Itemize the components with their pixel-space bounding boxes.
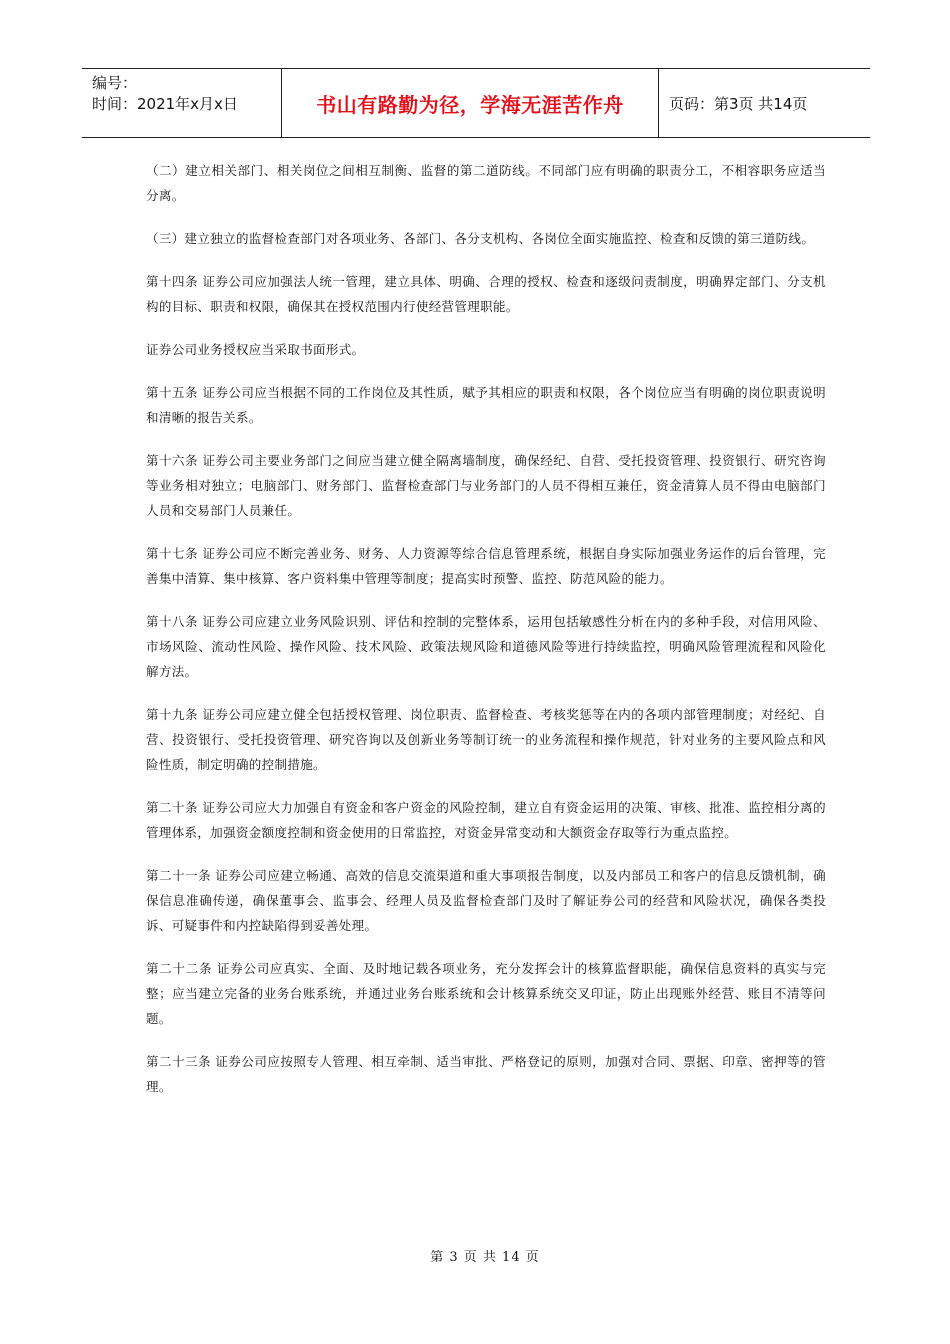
page-footer: 第 3 页 共 14 页 [430,1250,540,1265]
paragraph: 第二十一条 证券公司应建立畅通、高效的信息交流渠道和重大事项报告制度，以及内部员工和客户的信息反馈机制，确保信息准确传递，确保董事会、监事会、经理人员及监督检查部门及时了解证券公司的经营和风险状况，确保各类投诉、可疑事件和内控缺陷得到妥善处理。 [146,868,826,933]
document-date-label: 时间：2021年x月x日 [92,95,238,113]
paragraph: （二）建立相关部门、相关岗位之间相互制衡、监督的第二道防线。不同部门应有明确的职责分工，不相容职务应适当分离。 [146,163,826,203]
paragraph: 第十四条 证券公司应加强法人统一管理，建立具体、明确、合理的授权、检查和逐级问责制度，明确界定部门、分支机构的目标、职责和权限，确保其在授权范围内行使经营管理职能。 [146,274,826,314]
paragraph: 第二十条 证券公司应大力加强自有资金和客户资金的风险控制，建立自有资金运用的决策、审核、批准、监控相分离的管理体系，加强资金额度控制和资金使用的日常监控，对资金异常变动和大额资金存取等行为重点监控。 [146,800,826,840]
document-body [146,158,826,1117]
page-header [82,68,870,138]
paragraph: 第十五条 证券公司应当根据不同的工作岗位及其性质，赋予其相应的职责和权限，各个岗位应当有明确的岗位职责说明和清晰的报告关系。 [146,385,826,425]
paragraph: 第二十二条 证券公司应真实、全面、及时地记载各项业务，充分发挥会计的核算监督职能，确保信息资料的真实与完整；应当建立完备的业务台账系统，并通过业务台账系统和会计核算系统交叉印证，防止出现账外经营、账目不清等问题。 [146,961,826,1026]
paragraph: 第十八条 证券公司应建立业务风险识别、评估和控制的完整体系，运用包括敏感性分析在内的多种手段，对信用风险、市场风险、流动性风险、操作风险、技术风险、政策法规风险和道德风险等进行持续监控，明确风险管理流程和风险化解方法。 [146,614,826,679]
paragraph: 第二十三条 证券公司应按照专人管理、相互牵制、适当审批、严格登记的原则，加强对合同、票据、印章、密押等的管理。 [146,1054,826,1094]
paragraph: 证券公司业务授权应当采取书面形式。 [146,342,365,357]
header-page-indicator: 页码：第3页 共14页 [669,94,808,113]
paragraph: 第十七条 证券公司应不断完善业务、财务、人力资源等综合信息管理系统，根据自身实际加强业务运作的后台管理，完善集中清算、集中核算、客户资料集中管理等制度；提高实时预警、监控、防范风险的能力。 [146,546,826,586]
paragraph: （三）建立独立的监督检查部门对各项业务、各部门、各分支机构、各岗位全面实施监控、检查和反馈的第三道防线。 [146,231,815,246]
paragraph: 第十六条 证券公司主要业务部门之间应当建立健全隔离墙制度，确保经纪、自营、受托投资管理、投资银行、研究咨询等业务相对独立；电脑部门、财务部门、监督检查部门与业务部门的人员不得相互兼任，资金清算人员不得由电脑部门人员和交易部门人员兼任。 [146,453,826,518]
header-motto: 书山有路勤为径，学海无涯苦作舟 [282,69,659,137]
document-number-label: 编号： [92,74,138,92]
paragraph: 第十九条 证券公司应建立健全包括授权管理、岗位职责、监督检查、考核奖惩等在内的各项内部管理制度；对经纪、自营、投资银行、受托投资管理、研究咨询以及创新业务等制订统一的业务流程和操作规范，针对业务的主要风险点和风险性质，制定明确的控制措施。 [146,707,826,772]
header-meta-cell [82,69,282,137]
